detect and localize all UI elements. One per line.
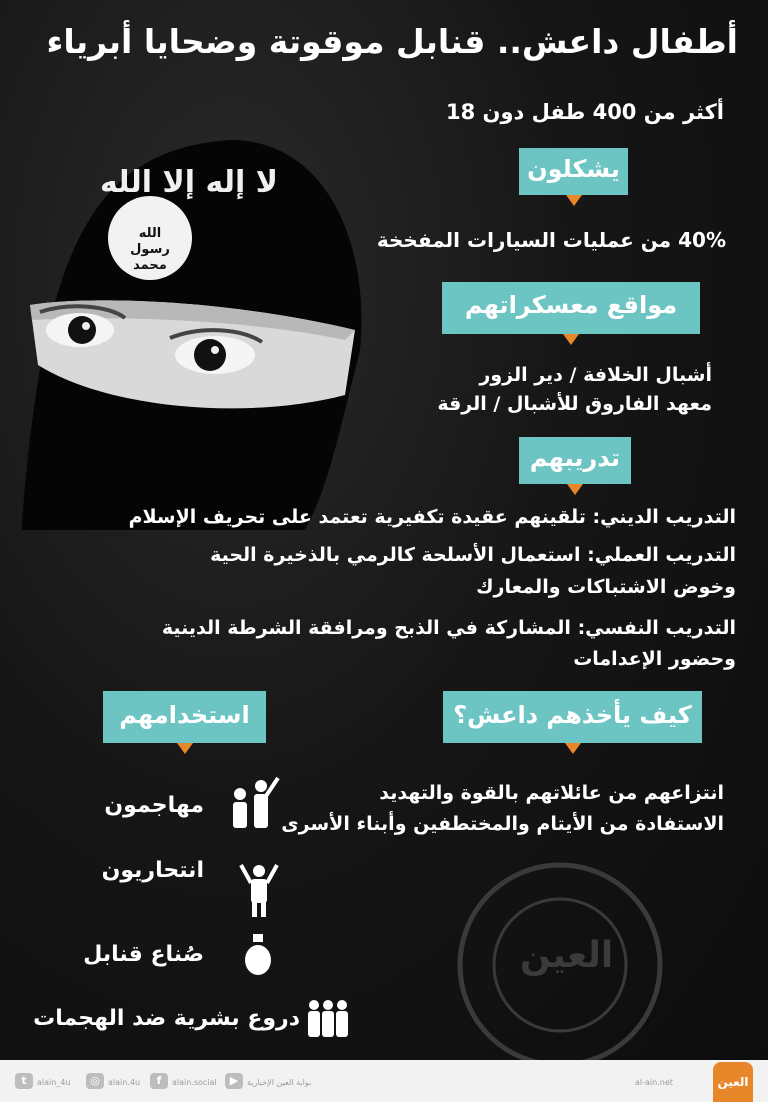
training-head: التدريب الديني: — [592, 506, 736, 528]
training-item — [210, 544, 736, 566]
twitter-handle[interactable]: alain_4u — [37, 1078, 71, 1087]
shahada-text: لا إله إلا الله — [100, 165, 279, 200]
badge-form-label: يشكلون — [527, 155, 620, 183]
grenade-icon — [243, 932, 273, 976]
seal-text: الله رسول محمد — [130, 226, 170, 273]
camp-item: أشبال الخلافة / دير الزور — [479, 364, 712, 386]
arrow-down-icon — [567, 484, 583, 495]
instagram-handle[interactable]: alain.4u — [108, 1078, 141, 1087]
badge-camps — [442, 282, 700, 334]
twitter-icon[interactable]: t — [15, 1073, 33, 1089]
badge-form — [519, 148, 628, 195]
training-head: التدريب النفسي: — [577, 617, 736, 639]
how-item: انتزاعهم من عائلاتهم بالقوة والتهديد — [379, 782, 724, 804]
facebook-handle[interactable]: alain.social — [172, 1078, 217, 1087]
footer — [0, 1060, 768, 1102]
training-head: التدريب العملي: — [587, 544, 736, 566]
human-shield-icon — [305, 997, 351, 1039]
youtube-handle[interactable]: بوابة العين الإخبارية — [247, 1078, 312, 1087]
badge-use-label: استخدامهم — [119, 701, 250, 729]
page-title: أطفال داعش.. قنابل موقوتة وضحايا أبرياء — [46, 22, 738, 61]
use-item: صُناع قنابل — [83, 942, 204, 967]
al-ain-logo: العين — [713, 1062, 753, 1102]
use-item: انتحاريون — [101, 858, 204, 883]
suicide-bomber-icon — [239, 857, 279, 919]
form-stat: 40% من عمليات السيارات المفخخة — [376, 228, 726, 252]
training-item — [162, 617, 736, 639]
training-body: استعمال الأسلحة كالرمي بالذخيرة الحية — [210, 544, 581, 566]
badge-camps-label: مواقع معسكراتهم — [464, 291, 678, 319]
badge-how — [443, 691, 702, 743]
training-body: تلقينهم عقيدة تكفيرية تعتمد على تحريف الإسلام — [128, 506, 586, 528]
badge-how-label: كيف يأخذهم داعش؟ — [453, 701, 692, 729]
site-url[interactable]: al-ain.net — [635, 1078, 673, 1087]
badge-training-label: تدريبهم — [529, 444, 621, 472]
arrow-down-icon — [565, 743, 581, 754]
instagram-icon[interactable]: ◎ — [86, 1073, 104, 1089]
use-item: دروع بشرية ضد الهجمات — [33, 1006, 300, 1031]
watermark-text: العين — [520, 935, 614, 976]
attacker-icon — [228, 774, 282, 832]
training-body-cont: وخوض الاشتباكات والمعارك — [476, 576, 736, 598]
subtitle: أكثر من 400 طفل دون 18 — [446, 100, 724, 124]
camp-item: معهد الفاروق للأشبال / الرقة — [437, 393, 712, 415]
arrow-down-icon — [177, 743, 193, 754]
how-item: الاستفادة من الأيتام والمختطفين وأبناء الأسرى — [281, 813, 724, 835]
badge-use — [103, 691, 266, 743]
training-body-cont: وحضور الإعدامات — [573, 648, 736, 670]
facebook-icon[interactable]: f — [150, 1073, 168, 1089]
arrow-down-icon — [563, 334, 579, 345]
use-item: مهاجمون — [104, 793, 204, 818]
training-body: المشاركة في الذبح ومرافقة الشرطة الدينية — [161, 617, 571, 639]
youtube-icon[interactable]: ▶ — [225, 1073, 243, 1089]
badge-training — [519, 437, 631, 484]
arrow-down-icon — [566, 195, 582, 206]
training-item — [129, 506, 736, 528]
